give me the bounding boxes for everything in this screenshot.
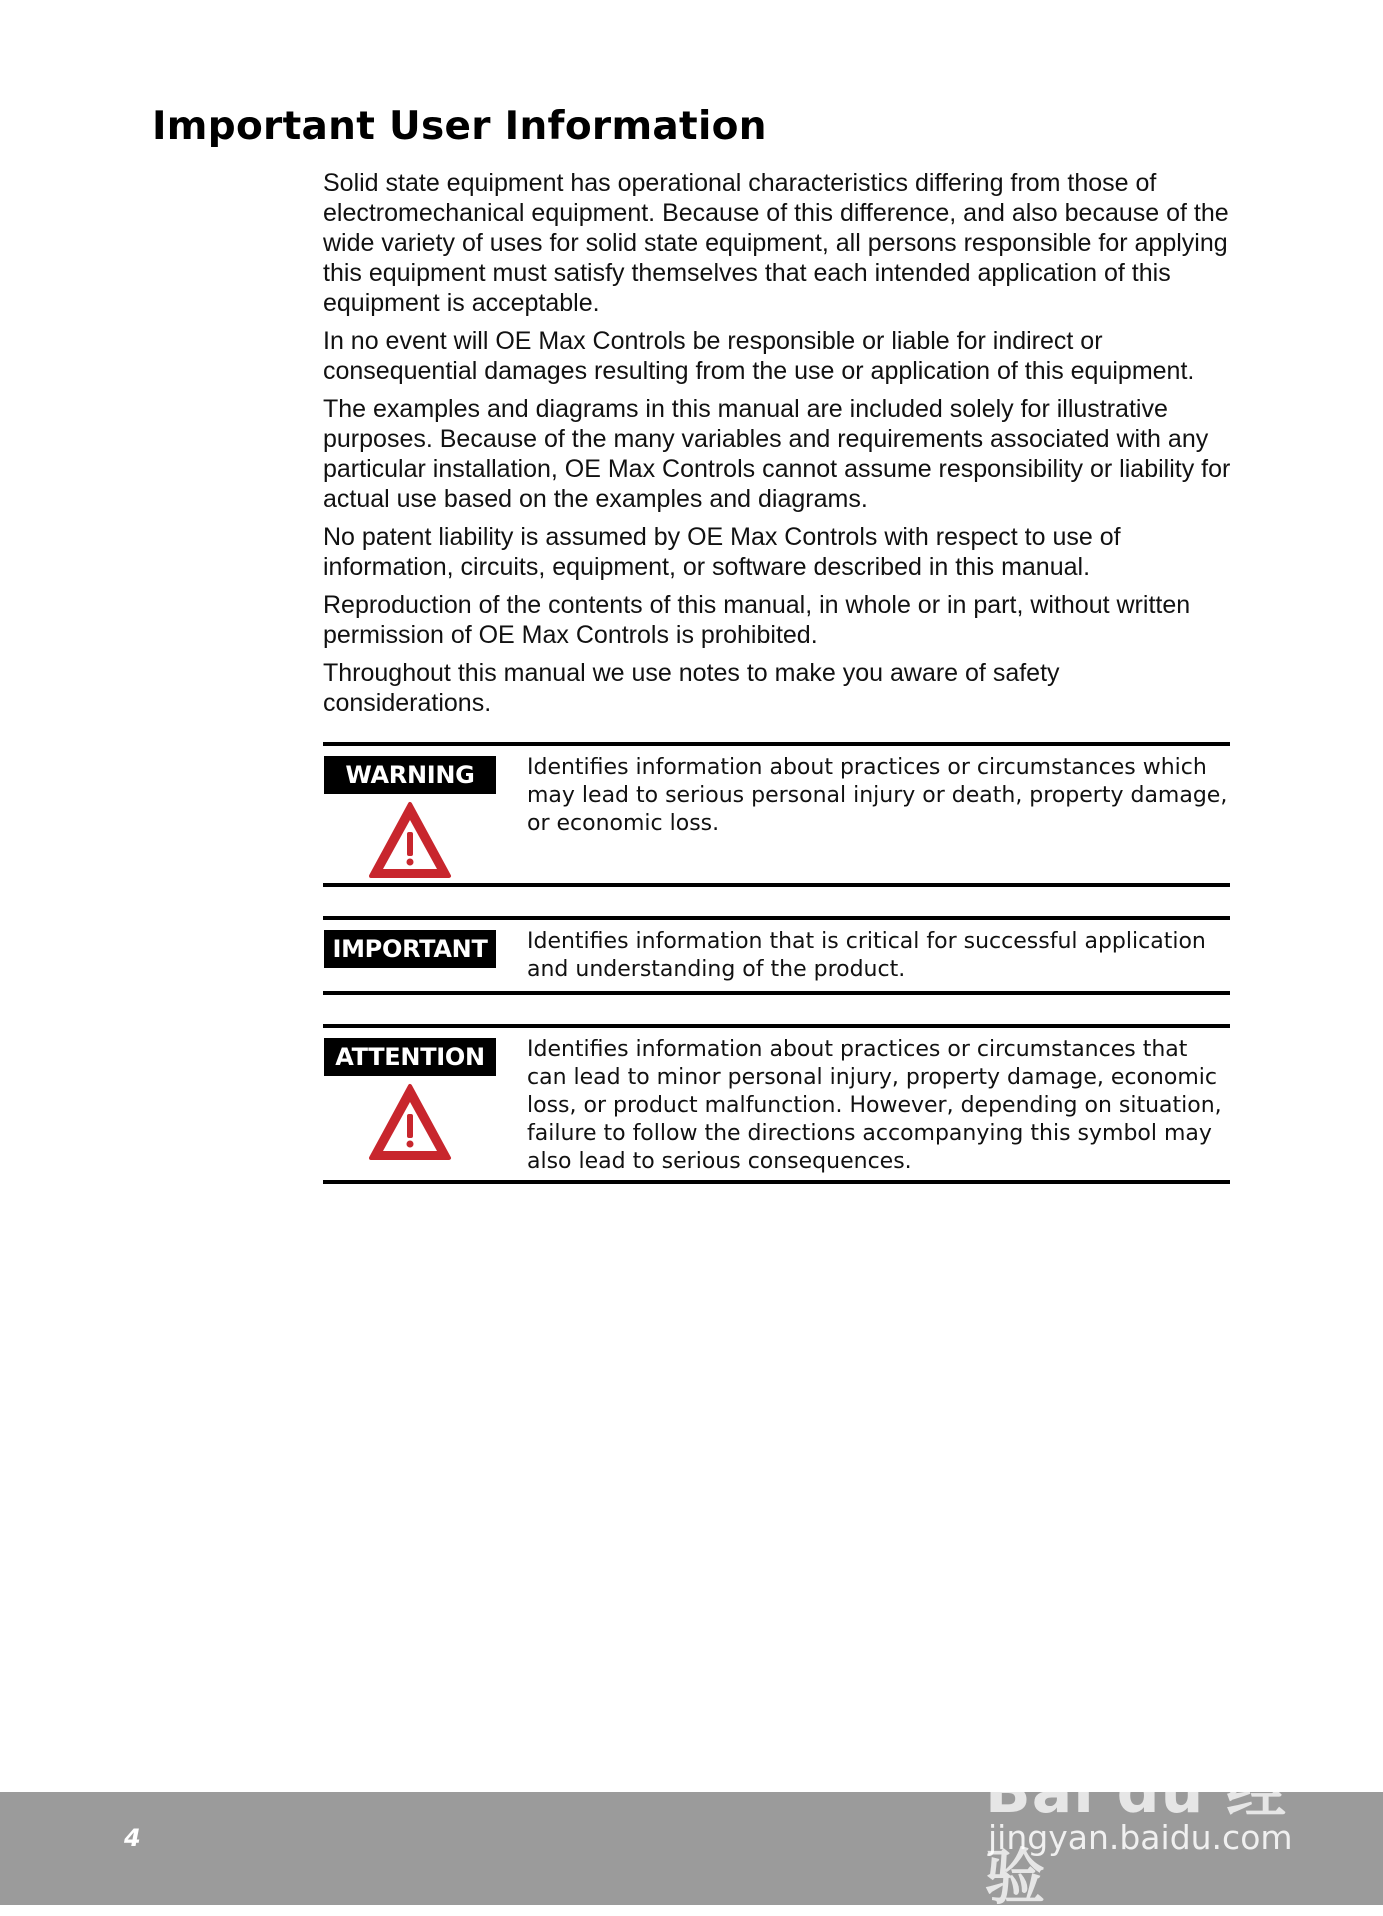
- paragraph-solid-state: Solid state equipment has operational characteristics differing from those of electromechanical equipment. Because of this difference, and also because of the wide variety of uses for solid state equipment, all persons responsible for applying this equipment must satisfy themselves that each intended application of this equipment is acceptable.: [323, 169, 1229, 317]
- watermark-url: jingyan.baidu.com: [988, 1818, 1293, 1857]
- watermark-logo: Bai du 经验: [985, 1757, 1288, 1913]
- body-text: [323, 168, 1233, 726]
- page-number: 4: [124, 1824, 141, 1852]
- paragraph-safety-notes: Throughout this manual we use notes to make you aware of safety considerations.: [323, 659, 1060, 717]
- page-title: Important User Information: [152, 104, 767, 149]
- important-label: IMPORTANT: [324, 930, 496, 968]
- attention-label: ATTENTION: [324, 1038, 496, 1076]
- warning-triangle-icon: [367, 1082, 453, 1162]
- warning-label: WARNING: [324, 756, 496, 794]
- warning-triangle-icon: [367, 800, 453, 880]
- paragraph-examples: The examples and diagrams in this manual are included solely for illustrative purposes. Because of the many variables and requirements associated with any particular installation, OE Max Controls cannot assume responsibility or liability for actual use based on the examples and diagrams.: [323, 395, 1231, 513]
- important-notice: [323, 916, 1230, 995]
- baidu-watermark: [985, 1700, 1295, 1913]
- attention-text: Identifies information about practices or circumstances that can lead to minor personal injury, property damage, economic loss, or product malfunction. However, depending on situation, failure to follow the directions accompanying this symbol may also lead to serious consequences.: [527, 1037, 1222, 1174]
- warning-text: Identifies information about practices or circumstances which may lead to serious personal injury or death, property damage, or economic loss.: [527, 755, 1228, 836]
- warning-notice: [323, 742, 1230, 887]
- important-text: Identifies information that is critical for successful application and understanding of the product.: [527, 929, 1206, 982]
- paragraph-patent: No patent liability is assumed by OE Max Controls with respect to use of information, circuits, equipment, or software described in this manual.: [323, 523, 1121, 581]
- attention-notice: [323, 1024, 1230, 1184]
- paragraph-liability: In no event will OE Max Controls be responsible or liable for indirect or consequential damages resulting from the use or application of this equipment.: [323, 327, 1195, 385]
- paragraph-reproduction: Reproduction of the contents of this manual, in whole or in part, without written permission of OE Max Controls is prohibited.: [323, 591, 1191, 649]
